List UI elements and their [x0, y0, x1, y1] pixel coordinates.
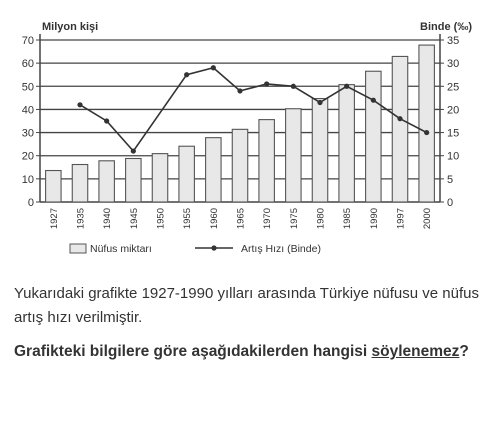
legend-swatch-marker — [211, 245, 216, 250]
x-tick-label: 1985 — [342, 208, 354, 230]
y-right-tick-label: 10 — [447, 150, 460, 163]
point-artis-hizi-1990 — [371, 98, 376, 103]
y-right-tick-label: 15 — [447, 127, 460, 140]
point-artis-hizi-1965 — [237, 88, 242, 93]
x-tick-label: 1997 — [395, 208, 407, 230]
bar-nufus-1950 — [152, 154, 167, 202]
question-text — [14, 340, 494, 364]
x-tick-label: 1990 — [368, 208, 380, 230]
question-lead: Grafikteki bilgilere göre aşağıdakilerden hangisi — [14, 343, 372, 360]
bar-nufus-1960 — [206, 138, 221, 202]
y-left-tick-label: 30 — [21, 127, 34, 140]
y-left-tick-label: 20 — [21, 150, 34, 163]
x-tick-label: 1980 — [315, 208, 327, 230]
y-left-tick-label: 10 — [21, 173, 34, 186]
x-tick-label: 1955 — [182, 208, 194, 230]
x-tick-label: 1950 — [155, 208, 167, 230]
question-emphasis: söylenemez — [371, 343, 460, 360]
x-tick-label: 1945 — [128, 208, 140, 230]
y-right-tick-label: 35 — [447, 35, 460, 47]
bar-nufus-1985 — [339, 85, 354, 202]
question-block — [14, 282, 494, 364]
bar-nufus-1990 — [366, 71, 381, 202]
point-artis-hizi-1970 — [264, 81, 269, 86]
legend-label-line: Artış Hızı (Binde) — [241, 243, 321, 255]
y-right-tick-label: 0 — [447, 197, 454, 209]
point-artis-hizi-1940 — [104, 118, 109, 123]
point-artis-hizi-1985 — [344, 84, 349, 89]
x-tick-label: 1927 — [48, 208, 60, 230]
bar-nufus-1997 — [392, 56, 407, 202]
x-tick-label: 1935 — [75, 208, 87, 230]
y-right-tick-label: 5 — [447, 173, 454, 186]
bar-nufus-1970 — [259, 120, 274, 202]
bar-nufus-1955 — [179, 146, 194, 202]
point-artis-hizi-1960 — [211, 65, 216, 70]
point-artis-hizi-2000 — [424, 130, 429, 135]
y-left-tick-label: 70 — [21, 35, 34, 47]
point-artis-hizi-1935 — [77, 102, 82, 107]
x-tick-label: 1975 — [288, 208, 300, 230]
y-right-tick-label: 30 — [447, 58, 460, 71]
point-artis-hizi-1975 — [291, 84, 296, 89]
x-tick-label: 1960 — [208, 208, 220, 230]
y-left-tick-label: 50 — [21, 81, 34, 94]
bar-nufus-1965 — [232, 129, 247, 202]
legend-swatch-bar — [70, 244, 86, 253]
y-left-axis-label: Milyon kişi — [42, 21, 99, 33]
y-right-tick-label: 25 — [447, 81, 460, 94]
point-artis-hizi-1980 — [317, 100, 322, 105]
bar-nufus-1940 — [99, 161, 114, 202]
bar-nufus-2000 — [419, 45, 434, 202]
y-left-tick-label: 60 — [21, 58, 34, 71]
x-tick-label: 2000 — [422, 208, 434, 230]
x-tick-label: 1940 — [102, 208, 114, 230]
point-artis-hizi-1997 — [397, 116, 402, 121]
bar-nufus-1975 — [286, 109, 301, 202]
x-tick-label: 1970 — [262, 208, 274, 230]
point-artis-hizi-1955 — [184, 72, 189, 77]
legend-label-bar: Nüfus miktarı — [90, 243, 152, 255]
bar-nufus-1945 — [126, 158, 141, 202]
y-right-axis-label: Binde (‰) — [420, 21, 472, 33]
point-artis-hizi-1945 — [131, 148, 136, 153]
bar-nufus-1935 — [72, 165, 87, 202]
intro-text: Yukarıdaki grafikte 1927-1990 yılları arasında Türkiye nüfusu ve nüfus artış hızı verilmiştir. — [14, 285, 479, 326]
y-left-tick-label: 0 — [27, 197, 34, 209]
bar-nufus-1980 — [312, 99, 327, 202]
y-right-tick-label: 20 — [447, 104, 460, 117]
y-left-tick-label: 40 — [21, 104, 34, 117]
x-tick-label: 1965 — [235, 208, 247, 230]
bar-nufus-1927 — [46, 171, 61, 202]
question-tail: ? — [459, 343, 469, 360]
